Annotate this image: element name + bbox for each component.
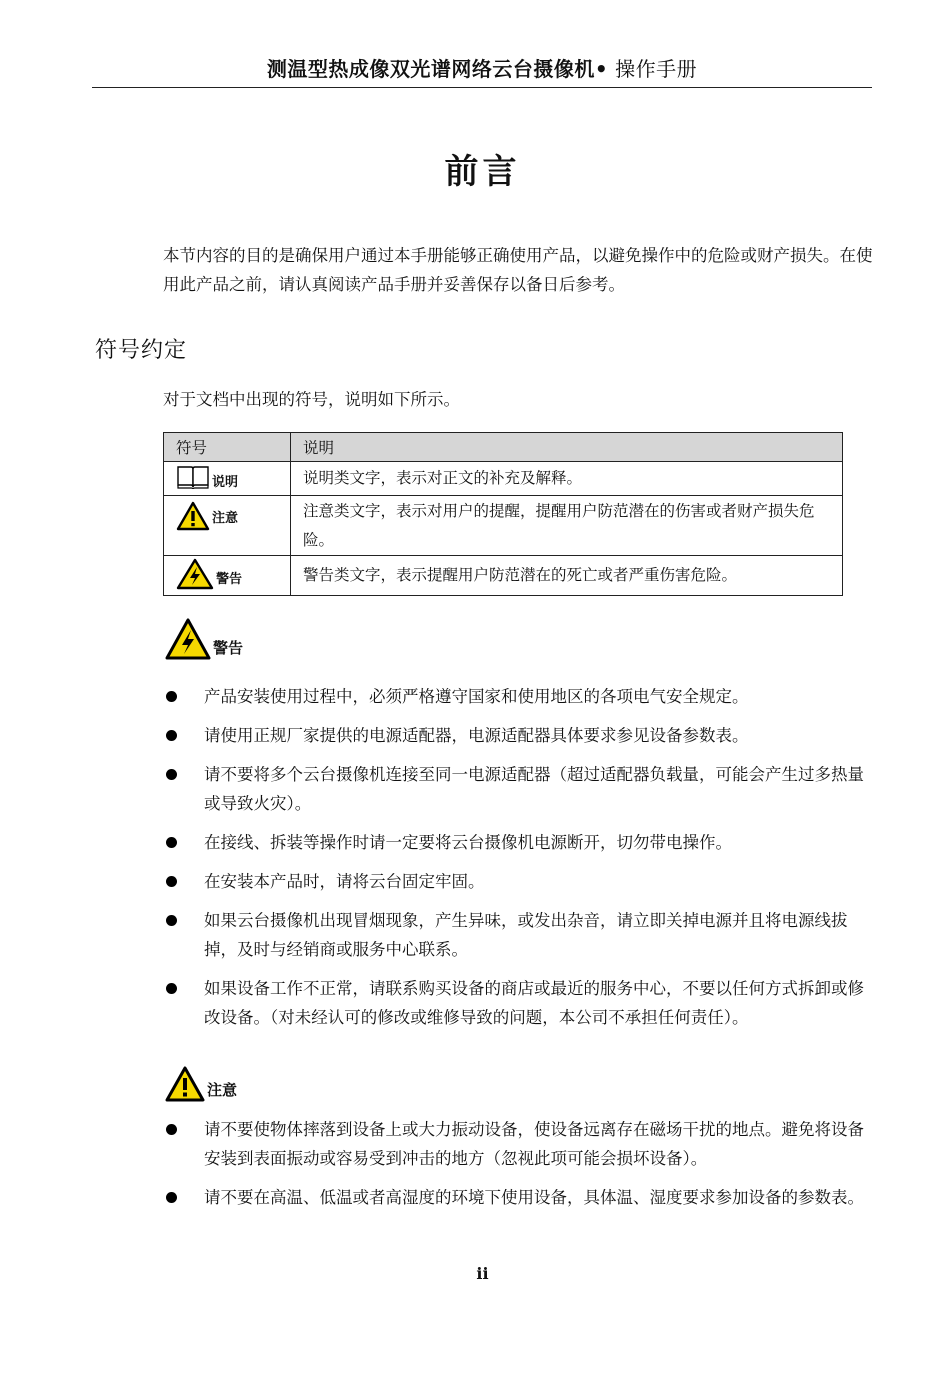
page-header [92,55,872,88]
list-item: 请不要将多个云台摄像机连接至同一电源适配器（超过适配器负载量，可能会产生过多热量或导致火灾）。 [163,760,875,818]
table-cell-symbol [164,556,291,596]
caution-label-text: 注意 [207,1081,238,1099]
list-item: 如果云台摄像机出现冒烟现象，产生异味，或发出杂音，请立即关掉电源并且将电源线拔掉，及时与经销商或服务中心联系。 [163,906,875,964]
table-header-row [164,433,843,462]
header-product-name: 测温型热成像双光谱网络云台摄像机 [266,57,595,81]
list-item: 请使用正规厂家提供的电源适配器，电源适配器具体要求参见设备参数表。 [163,721,875,750]
page-number: ii [476,1264,489,1283]
list-item: 在安装本产品时，请将云台固定牢固。 [163,867,875,896]
caution-list [163,1115,875,1212]
table-header-description: 说明 [291,433,843,462]
electric-hazard-icon [176,558,214,590]
list-item: 请不要在高温、低温或者高湿度的环境下使用设备，具体温、湿度要求参加设备的参数表。 [163,1183,875,1212]
intro-paragraph: 本节内容的目的是确保用户通过本手册能够正确使用产品，以避免操作中的危险或财产损失。在使用此产品之前，请认真阅读产品手册并妥善保存以备日后参考。 [163,246,873,294]
table-header-symbol: 符号 [164,433,291,462]
warning-label-text: 警告 [213,639,244,657]
caution-icon [176,501,210,531]
list-item: 如果设备工作不正常，请联系购买设备的商店或最近的服务中心，不要以任何方式拆卸或修改设备。（对未经认可的修改或维修导致的问题，本公司不承担任何责任）。 [163,974,875,1032]
table-row [164,462,843,496]
caution-label [165,1066,237,1102]
table-cell-symbol [164,496,291,556]
header-separator: • [594,57,609,81]
book-icon [176,464,210,490]
table-row [164,496,843,556]
warning-list [163,682,875,1032]
page-title: 前言 [444,152,521,192]
caution-icon [165,1066,205,1102]
symbols-table [163,432,843,596]
electric-hazard-icon [165,618,211,660]
symbol-label: 警告 [216,571,243,587]
table-cell-description: 警告类文字，表示提醒用户防范潜在的死亡或者严重伤害危险。 [291,556,843,596]
table-cell-description: 注意类文字，表示对用户的提醒，提醒用户防范潜在的伤害或者财产损失危险。 [291,496,843,556]
warning-label [165,618,243,660]
list-item: 请不要使物体摔落到设备上或大力振动设备，使设备远离存在磁场干扰的地点。避免将设备安装到表面振动或容易受到冲击的地方（忽视此项可能会损坏设备）。 [163,1115,875,1173]
symbol-label: 说明 [212,474,239,490]
list-item: 产品安装使用过程中，必须严格遵守国家和使用地区的各项电气安全规定。 [163,682,875,711]
header-title [92,55,872,83]
list-item: 在接线、拆装等操作时请一定要将云台摄像机电源断开，切勿带电操作。 [163,828,875,857]
table-row [164,556,843,596]
symbol-label: 注意 [212,511,239,526]
table-cell-symbol [164,462,291,496]
section-heading: 符号约定 [95,338,188,363]
header-doc-type: 操作手册 [615,57,698,81]
table-cell-description: 说明类文字，表示对正文的补充及解释。 [291,462,843,496]
symbols-intro: 对于文档中出现的符号，说明如下所示。 [163,390,460,409]
